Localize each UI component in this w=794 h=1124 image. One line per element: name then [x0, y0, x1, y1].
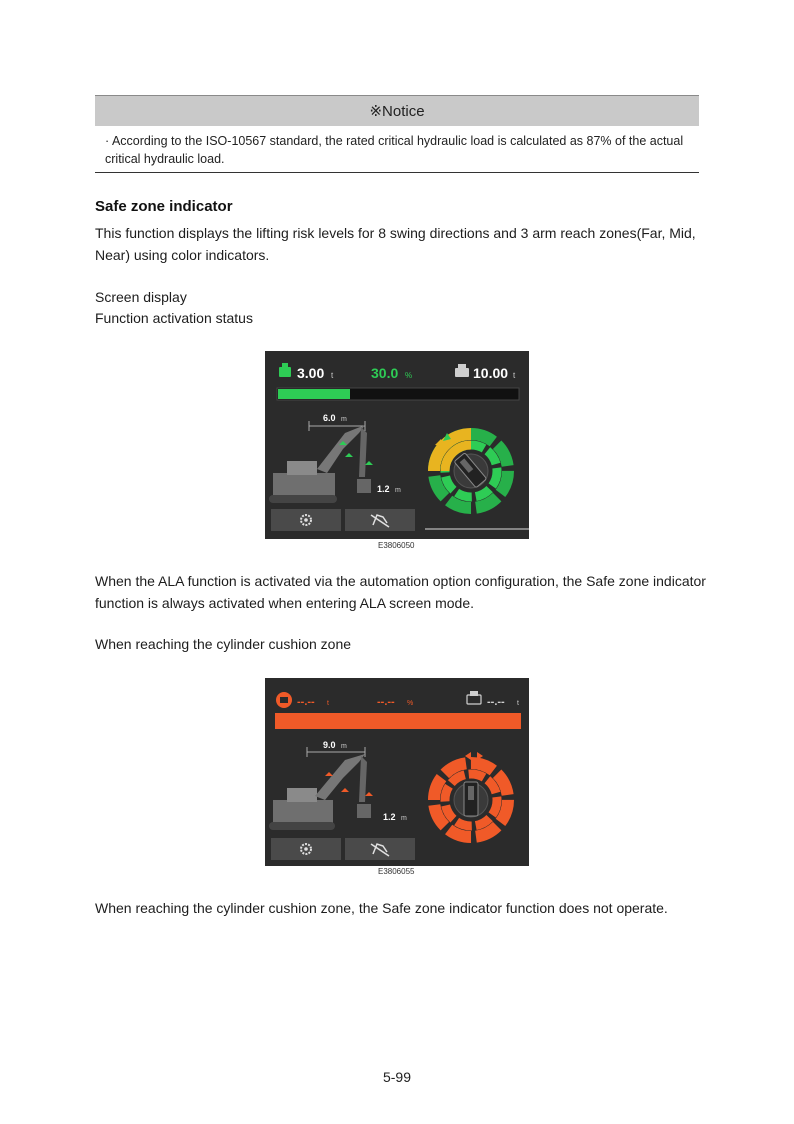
cushion-heading: When reaching the cylinder cushion zone	[95, 636, 352, 652]
figure-code-2: E3806055	[378, 867, 415, 876]
page-number: 5-99	[382, 1069, 412, 1085]
function-toggle-button[interactable]	[345, 838, 415, 860]
height-value: 1.2	[377, 484, 390, 494]
load-value: 3.00	[297, 365, 325, 381]
capacity-unit: t	[517, 700, 519, 707]
notice-text: · According to the ISO-10567 standard, the rated critical hydraulic load is calculated as 87% of the actual critical hydraulic load.	[105, 134, 684, 166]
warning-load-icon	[276, 692, 292, 708]
notice-title: ※Notice	[369, 103, 425, 120]
load-value: --.--	[297, 696, 315, 708]
height-unit: m	[395, 487, 401, 494]
activation-paragraph: When the ALA function is activated via the automation option configuration, the Safe zone indicator function is always activated when entering ALA screen mode.	[95, 573, 706, 611]
reach-value: 9.0	[323, 740, 336, 750]
screen-display-label: Screen display	[95, 289, 187, 305]
load-progress-fill	[278, 389, 350, 399]
capacity-unit: t	[513, 371, 516, 380]
reach-unit: m	[341, 416, 347, 423]
cushion-paragraph: When reaching the cylinder cushion zone, the Safe zone indicator function does not operate.	[95, 900, 668, 916]
section-title: Safe zone indicator	[95, 198, 233, 215]
notice-body	[95, 126, 699, 173]
percent-value: --.--	[377, 696, 395, 708]
ala-screen-active	[265, 351, 529, 539]
height-unit: m	[401, 815, 407, 822]
ala-screen-active-graphic	[265, 351, 529, 539]
percent-unit: %	[407, 700, 414, 707]
load-progress-fill	[275, 713, 521, 729]
activation-status-label: Function activation status	[95, 310, 253, 326]
reach-unit: m	[341, 743, 347, 750]
capacity-value: --.--	[487, 696, 505, 708]
load-unit: t	[327, 700, 329, 707]
intro-paragraph: This function displays the lifting risk levels for 8 swing directions and 3 arm reach zones(Far, Mid, Near) using color indicators.	[95, 225, 696, 263]
load-unit: t	[331, 371, 334, 380]
function-toggle-button[interactable]	[345, 509, 415, 531]
capacity-value: 10.00	[473, 365, 509, 381]
ala-screen-cushion	[265, 678, 529, 866]
reach-value: 6.0	[323, 413, 336, 423]
percent-unit: %	[405, 371, 413, 380]
percent-value: 30.0	[371, 365, 399, 381]
notice-header	[95, 95, 699, 126]
figure-code-1: E3806050	[378, 541, 415, 550]
ala-screen-cushion-graphic	[265, 678, 529, 866]
height-value: 1.2	[383, 812, 396, 822]
